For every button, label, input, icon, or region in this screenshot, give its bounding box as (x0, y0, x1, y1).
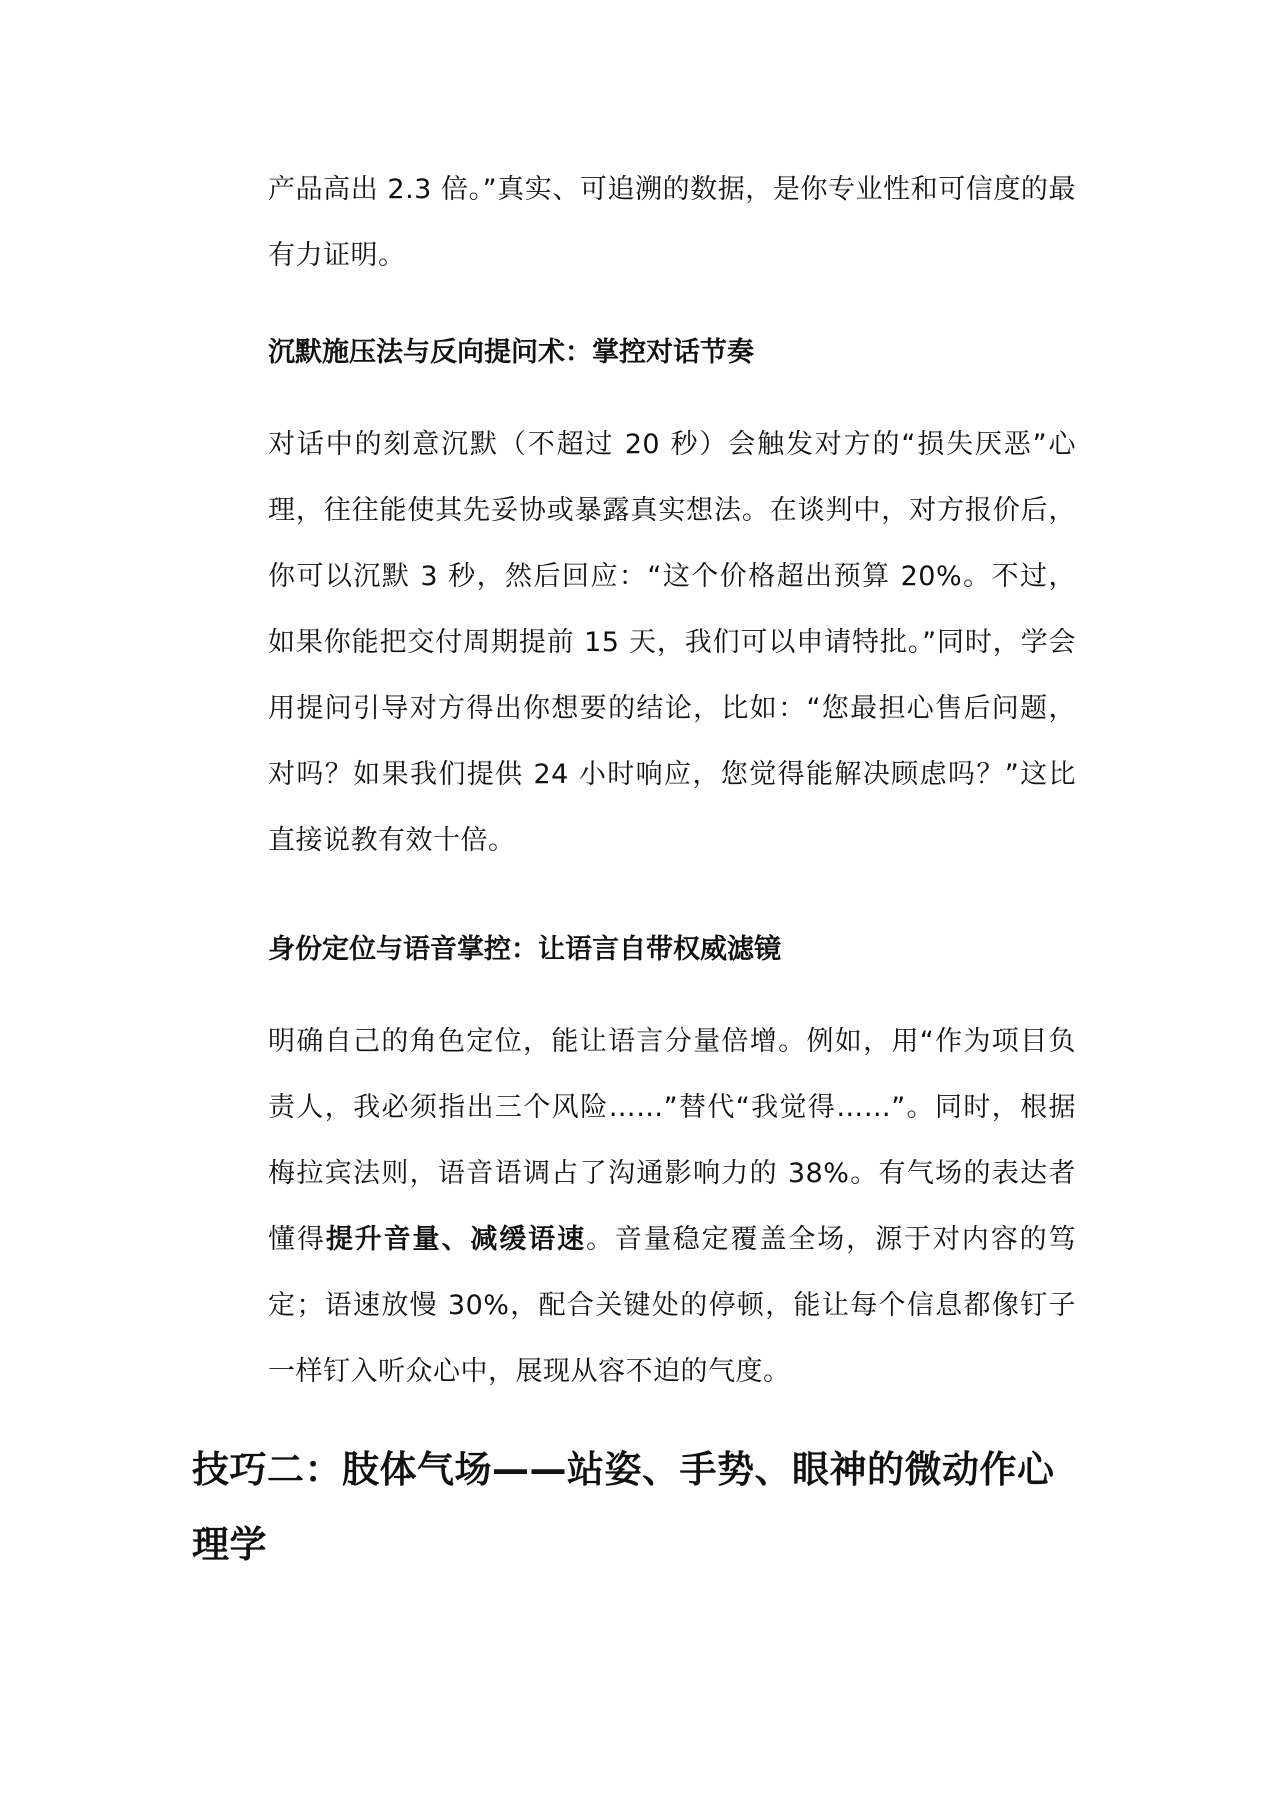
chapter-heading: 技巧二：肢体气场——站姿、手势、眼神的微动作心理学 (192, 1448, 1055, 1566)
identity-section-body (268, 1009, 1076, 1405)
identity-body-text-start: 明确自己的角色定位，能让语言分量倍增。例如，用“作为项目负责人，我必须指出三个风险……”替代“我觉得……”。同时，根据梅拉宾法则，语音语调占了沟通影响力的 38%。有气场的表达者懂得 (268, 1026, 1076, 1255)
silence-body-block (268, 412, 1076, 874)
identity-body-text-end: 。音量稳定覆盖全场，源于对内容的笃定；语速放慢 30%，配合关键处的停顿，能让每个信息都像钉子一样钉入听众心中，展现从容不迫的气度。 (268, 1224, 1077, 1387)
identity-body-emphasis: 提升音量、减缓语速 (325, 1224, 586, 1255)
silence-section-heading: 沉默施压法与反向提问术：掌控对话节奏 (268, 337, 754, 368)
intro-paragraph-block (268, 157, 1076, 289)
identity-heading-block (268, 930, 1076, 970)
identity-section-heading: 身份定位与语音掌控：让语言自带权威滤镜 (268, 934, 781, 965)
identity-body-block (268, 1009, 1076, 1405)
silence-heading-block (268, 333, 1076, 373)
silence-section-body: 对话中的刻意沉默（不超过 20 秒）会触发对方的“损失厌恶”心理，往往能使其先妥协或暴露真实想法。在谈判中，对方报价后，你可以沉默 3 秒，然后回应：“这个价格超出预算 20%。不过，如果你能把交付周期提前 15 天，我们可以申请特批。”同时，学会用提问引导对方得出你想要的结论，比如：“您最担心售后问题，对吗？如果我们提供 24 小时响应，您觉得能解决顾虑吗？”这比直接说教有效十倍。 (268, 429, 1076, 856)
intro-paragraph: 产品高出 2.3 倍。”真实、可追溯的数据，是你专业性和可信度的最有力证明。 (268, 174, 1076, 271)
